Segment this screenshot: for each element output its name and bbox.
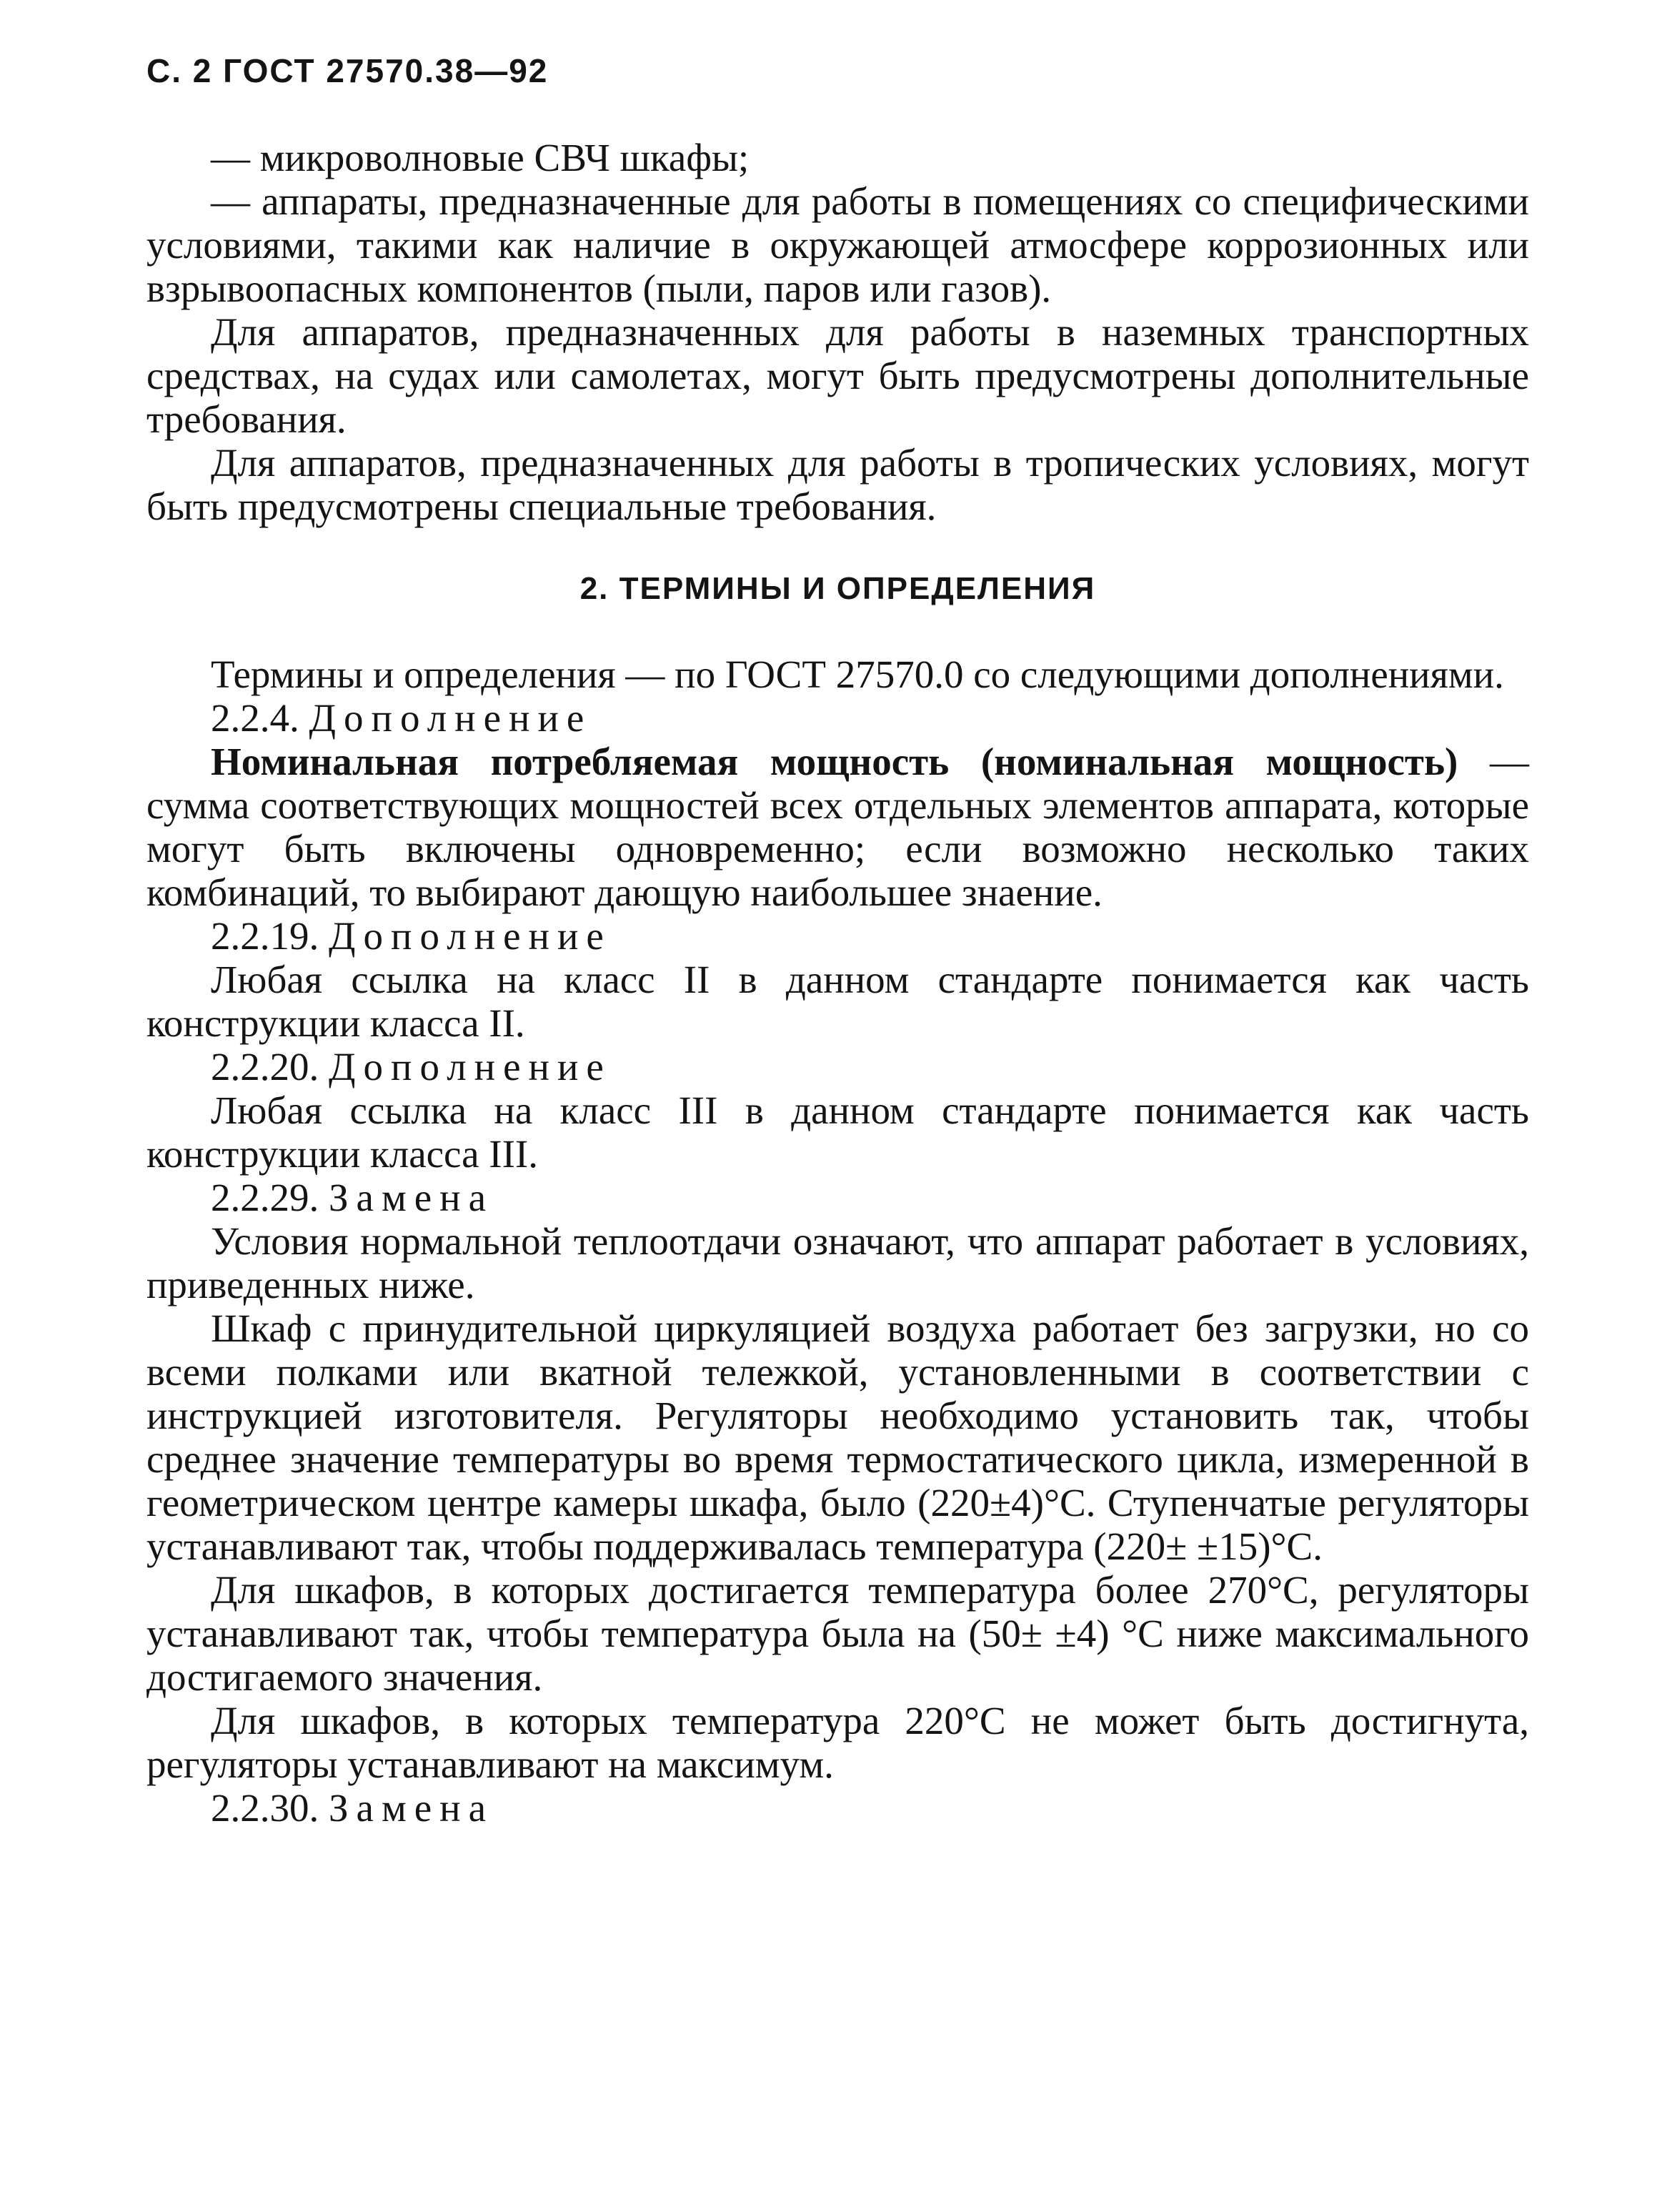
clause-kind: Замена <box>329 1176 494 1219</box>
clause-kind: Дополнение <box>309 696 592 740</box>
clause-2-2-20-header <box>146 1045 1529 1088</box>
clause-2-2-30-header <box>146 1786 1529 1830</box>
defined-term: Номинальная потребляемая мощность (номинальная мощность) <box>211 740 1458 783</box>
clause-2-2-29-paragraph-1: Условия нормальной теплоотдачи означают, что аппарат работает в условиях, приведенных ниже. <box>146 1219 1529 1306</box>
list-item-microwave: — микроволновые СВЧ шкафы; <box>211 136 750 179</box>
scope-continuation <box>146 136 1529 528</box>
clause-number: 2.2.20. <box>211 1045 319 1088</box>
clause-number: 2.2.30. <box>211 1786 319 1830</box>
clause-2-2-20-text: Любая ссылка на класс III в данном стандарте понимается как часть конструкции класса III. <box>146 1088 1529 1176</box>
clause-number: 2.2.4. <box>211 696 299 740</box>
clause-kind: Дополнение <box>329 1045 612 1088</box>
clause-2-2-29-paragraph-2: Шкаф с принудительной циркуляцией воздуха работает без загрузки, но со всеми полками или вкатной тележкой, установленными в соответствии с инструкцией изготовителя. Регуляторы необходимо установить так, чтобы среднее значение температуры во время термостатического цикла, измеренной в геометрическом центре камеры шкафа, было (220±4)°С. Ступенчатые регуляторы устанавливают так, чтобы поддерживалась температура (220± ±15)°С. <box>146 1306 1529 1568</box>
clause-kind: Дополнение <box>329 914 612 958</box>
section-terms <box>146 653 1529 1830</box>
clause-2-2-29-paragraph-3: Для шкафов, в которых достигается температура более 270°С, регуляторы устанавливают так, чтобы температура была на (50± ±4) °С ниже максимального достигаемого значения. <box>146 1568 1529 1699</box>
clause-2-2-19-header <box>146 914 1529 958</box>
term-definition: — сумма соответствующих мощностей всех отдельных элементов аппарата, которые могут быть включены одновременно; если возможно несколько таких комбинаций, то выбирают дающую наибольшее знаение. <box>146 740 1529 914</box>
clause-2-2-29-header <box>146 1176 1529 1219</box>
section-intro: Термины и определения — по ГОСТ 27570.0 со следующими дополнениями. <box>211 653 1504 696</box>
clause-2-2-19-text: Любая ссылка на класс II в данном стандарте понимается как часть конструкции класса II. <box>146 958 1529 1045</box>
paragraph-transport: Для аппаратов, предназначенных для работы в наземных транспортных средствах, на судах или самолетах, могут быть предусмотрены дополнительные требования. <box>146 310 1529 441</box>
running-head: С. 2 ГОСТ 27570.38—92 <box>146 52 549 89</box>
list-item-special-conditions: — аппараты, предназначенные для работы в помещениях со специфическими условиями, такими как наличие в окружающей атмосфере коррозионных или взрывоопасных компонентов (пыли, паров или газов). <box>146 179 1529 310</box>
section-heading: 2. ТЕРМИНЫ И ОПРЕДЕЛЕНИЯ <box>579 571 1096 606</box>
clause-2-2-4-header <box>146 696 1529 740</box>
clause-number: 2.2.19. <box>211 914 319 958</box>
clause-2-2-29-paragraph-4: Для шкафов, в которых температура 220°С не может быть достигнута, регуляторы устанавливают на максимум. <box>146 1699 1529 1786</box>
clause-2-2-4-text <box>146 740 1529 914</box>
document-page <box>146 51 1529 1830</box>
paragraph-tropical: Для аппаратов, предназначенных для работы в тропических условиях, могут быть предусмотрены специальные требования. <box>146 441 1529 528</box>
clause-number: 2.2.29. <box>211 1176 319 1219</box>
clause-kind: Замена <box>329 1786 494 1830</box>
